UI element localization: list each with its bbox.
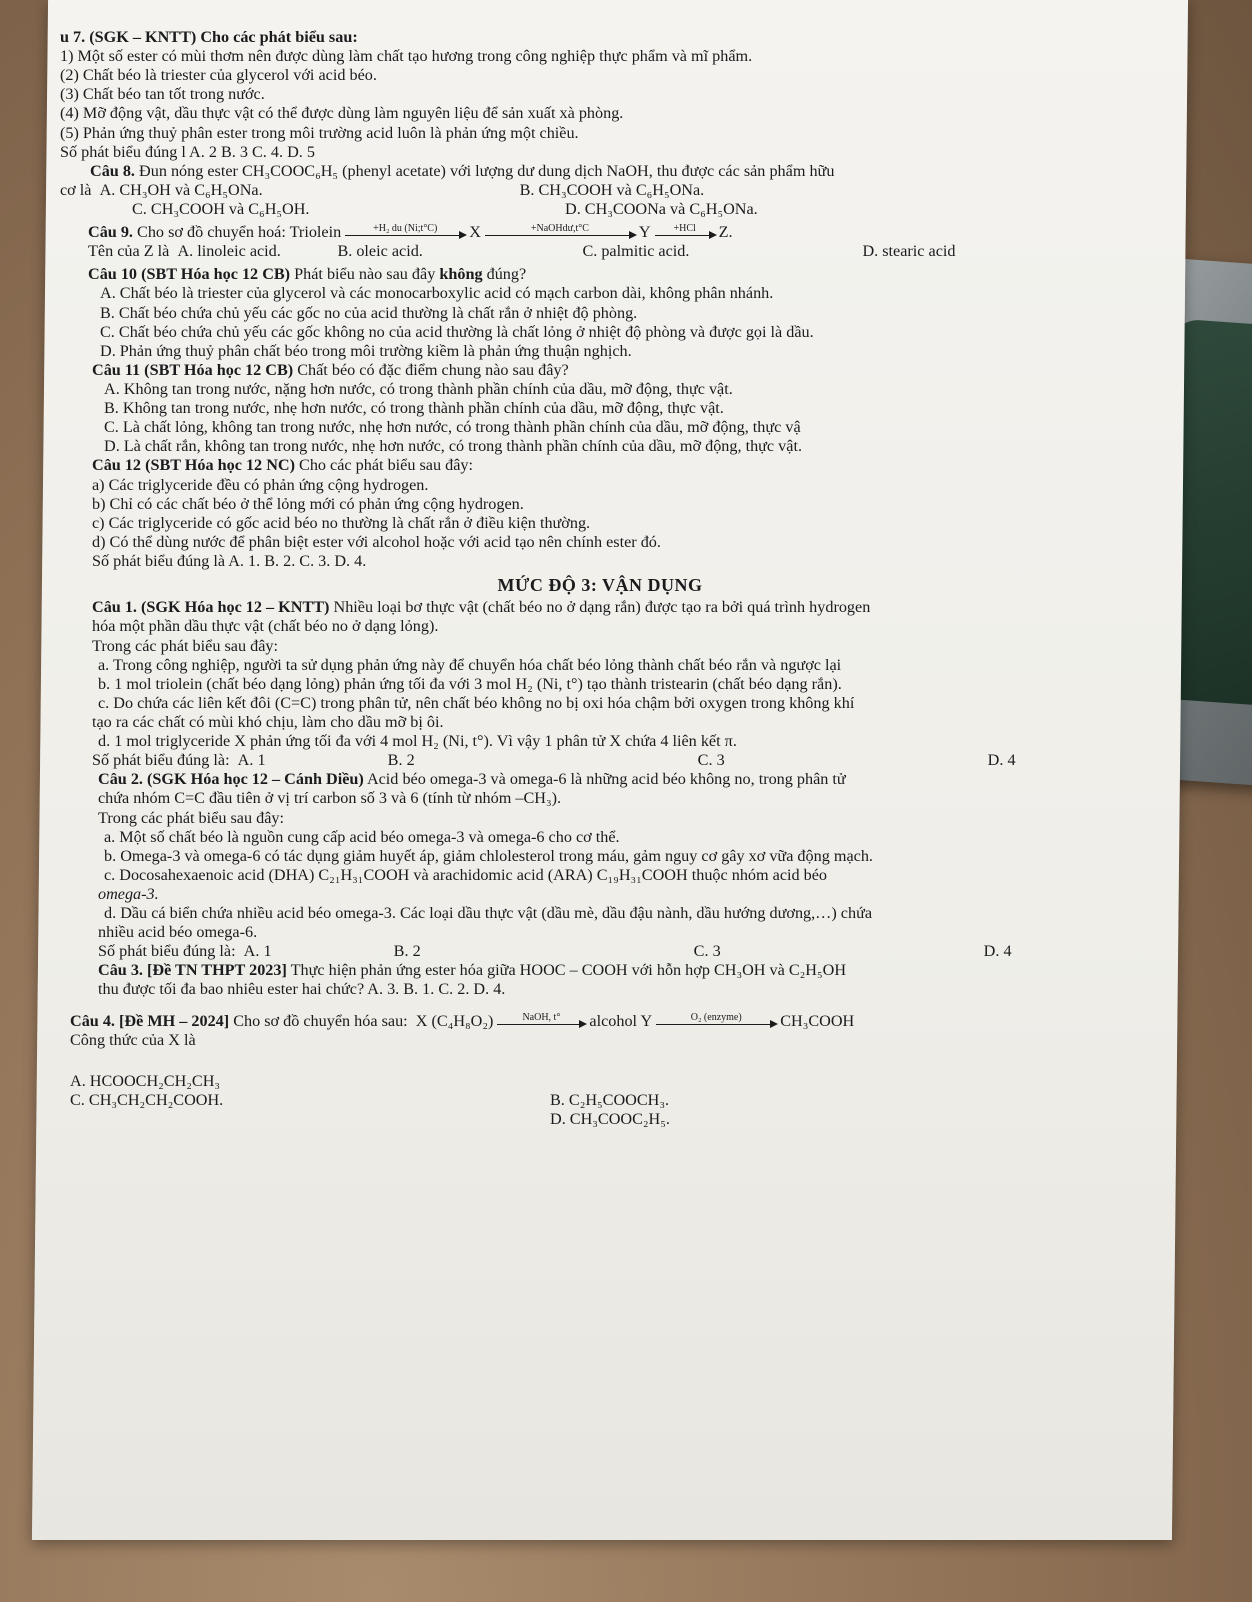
q7-statement-1: 1) Một số ester có mùi thơm nên được dùng làm chất tạo hương trong công nghiệp thực phẩm và mĩ phẩm. xyxy=(60,47,753,66)
q7-statement-5: (5) Phản ứng thuỷ phân ester trong môi trường acid luôn là phản ứng một chiều. xyxy=(60,123,579,142)
c1-statement-b: b. 1 mol triolein (chất béo dạng lỏng) phản ứng tối đa với 3 mol H₂ (Ni, t°) tạo thành tristearin (chất béo dạng rắn). xyxy=(98,674,842,693)
q9-option-b: B. oleic acid. xyxy=(337,242,423,261)
c2-statement-c: c. Docosahexaenoic acid (DHA) C₂₁H₃₁COOH và arachidomic acid (ARA) C₁₉H₃₁COOH thuộc nhóm acid béo xyxy=(104,865,828,884)
q9-title: Câu 9. xyxy=(88,223,133,242)
q11-option-a: A. Không tan trong nước, nặng hơn nước, có trong thành phần chính của dầu, mỡ động, thực vật. xyxy=(104,379,733,398)
c4-z: CH₃COOH xyxy=(780,1011,855,1030)
c1-statement-d: d. 1 mol triglyceride X phản ứng tối đa với 4 mol H₂ (Ni, t°). Vì vậy 1 phân tử X chứa 4 liên kết π. xyxy=(98,732,737,751)
q12-title: Câu 12 (SBT Hóa học 12 NC) xyxy=(92,456,295,475)
c2-stem3: Trong các phát biểu sau đây: xyxy=(98,808,284,827)
q7-statement-2: (2) Chất béo là triester của glycerol với acid béo. xyxy=(60,66,377,85)
c4-option-d: D. CH₃COOC₂H₅. xyxy=(550,1110,670,1129)
c4-stem2: Công thức của X là xyxy=(70,1030,196,1049)
c3-title: Câu 3. [Đề TN THPT 2023] xyxy=(98,961,287,980)
q10-option-a: A. Chất béo là triester của glycerol và các monocarboxylic acid có mạch carbon dài, không phân nhánh. xyxy=(100,284,774,303)
c2-answer-lead: Số phát biểu đúng là: xyxy=(98,942,236,961)
c2-title: Câu 2. (SGK Hóa học 12 – Cánh Diều) xyxy=(98,770,364,789)
q7-statement-4: (4) Mỡ động vật, dầu thực vật có thể được dùng làm nguyên liệu để sản xuất xà phòng. xyxy=(60,104,624,123)
question-c2 xyxy=(60,770,1140,961)
q11-title: Câu 11 (SBT Hóa học 12 CB) xyxy=(92,360,294,379)
c1-option-b: B. 2 xyxy=(387,751,415,770)
c4-arrow-naoh xyxy=(497,1013,585,1031)
question-11 xyxy=(60,361,1140,457)
q7-statement-3: (3) Chất béo tan tốt trong nước. xyxy=(60,85,265,104)
c2-option-a: A. 1 xyxy=(243,942,272,961)
c1-option-d: D. 4 xyxy=(987,751,1016,770)
q10-option-c: C. Chất béo chứa chủ yếu các gốc không no của acid thường là chất lỏng ở nhiệt độ phòng và được gọi là dầu. xyxy=(100,322,814,341)
q9-option-c: C. palmitic acid. xyxy=(582,242,690,261)
q8-option-c: C. CH₃COOH và C₆H₅OH. xyxy=(132,199,310,218)
q8-stem2: cơ là xyxy=(60,180,92,199)
c1-stem3: Trong các phát biểu sau đây: xyxy=(92,636,278,655)
c4-arrow-oxidation xyxy=(656,1013,776,1031)
q10-negation: không xyxy=(439,265,483,284)
c4-stem: Cho sơ đồ chuyển hóa sau: xyxy=(233,1011,408,1030)
q10-title: Câu 10 (SBT Hóa học 12 CB) xyxy=(88,265,291,284)
worksheet-content xyxy=(60,28,1140,1129)
q9-y: Y xyxy=(638,223,651,242)
c2-option-b: B. 2 xyxy=(393,942,421,961)
q9-stem2: Tên của Z là xyxy=(88,242,170,261)
c4-option-c: C. CH₃CH₂CH₂COOH. xyxy=(70,1090,224,1109)
q12-stem: Cho các phát biểu sau đây: xyxy=(299,456,473,475)
c3-stem: Thực hiện phản ứng ester hóa giữa HOOC – COOH với hỗn hợp CH₃OH và C₂H₅OH xyxy=(290,961,847,980)
q12-statement-a: a) Các triglyceride đều có phản ứng cộng hydrogen. xyxy=(92,475,429,494)
q11-option-b: B. Không tan trong nước, nhẹ hơn nước, có trong thành phần chính của dầu, mỡ động, thực vật. xyxy=(104,399,724,418)
q10-stem2: đúng? xyxy=(486,265,527,284)
q9-arrow-naoh xyxy=(485,224,635,242)
q9-arrow3-label: +HCl xyxy=(673,223,696,235)
q12-answers: Số phát biểu đúng là A. 1. B. 2. C. 3. D. 4. xyxy=(92,551,367,570)
q9-z: Z. xyxy=(718,223,733,242)
q7-answers: Số phát biểu đúng l A. 2 B. 3 C. 4. D. 5 xyxy=(60,142,315,161)
q8-option-d: D. CH₃COONa và C₆H₅ONa. xyxy=(565,199,758,218)
q8-title: Câu 8. xyxy=(90,161,135,180)
c4-option-b: B. C₂H₅COOCH₃. xyxy=(550,1090,670,1109)
c4-option-a: A. HCOOCH₂CH₂CH₃ xyxy=(70,1071,221,1090)
q10-option-b: B. Chất béo chứa chủ yếu các gốc no của acid thường là chất rắn ở nhiệt độ phòng. xyxy=(100,303,638,322)
c1-statement-a: a. Trong công nghiệp, người ta sử dụng phản ứng này để chuyển hóa chất béo lỏng thành chất béo rắn và ngược lại xyxy=(98,655,842,674)
q7-title: u 7. (SGK – KNTT) Cho các phát biểu sau: xyxy=(60,28,358,46)
c3-stem2: thu được tối đa bao nhiêu ester hai chức? A. 3. B. 1. C. 2. D. 4. xyxy=(98,980,506,999)
c1-stem: Nhiều loại bơ thực vật (chất béo no ở dạng rắn) được tạo ra bởi quá trình hydrogen xyxy=(333,598,871,617)
c1-stem2: hóa một phần dầu thực vật (chất béo no ở dạng lỏng). xyxy=(92,617,439,636)
q10-stem: Phát biểu nào sau đây xyxy=(294,265,436,284)
q9-arrow2-label: +NaOHdư,t°C xyxy=(530,223,589,235)
question-8 xyxy=(60,162,1140,219)
q9-arrow1-label: +H₂ du (Ni;t°C) xyxy=(373,223,438,235)
section-heading-level-3: MỨC ĐỘ 3: VẬN DỤNG xyxy=(497,575,703,596)
c2-option-d: D. 4 xyxy=(983,942,1012,961)
q9-arrow-hcl xyxy=(655,224,715,242)
c1-option-c: C. 3 xyxy=(697,751,725,770)
c2-stem: Acid béo omega-3 và omega-6 là những acid béo không no, trong phân tử xyxy=(366,770,846,789)
c1-statement-c-cont: tạo ra các chất có mùi khó chịu, làm cho dầu mỡ bị ôi. xyxy=(92,712,444,731)
q12-statement-b: b) Chỉ có các chất béo ở thể lỏng mới có phản ứng cộng hydrogen. xyxy=(92,494,524,513)
q9-stem: Cho sơ đồ chuyển hoá: Triolein xyxy=(137,223,342,242)
c4-x: X (C₄H₈O₂) xyxy=(415,1011,494,1030)
c4-y: alcohol Y xyxy=(589,1011,653,1030)
c2-option-c: C. 3 xyxy=(693,942,721,961)
q9-option-a: A. linoleic acid. xyxy=(177,242,281,261)
q9-x: X xyxy=(469,223,481,242)
q10-option-d: D. Phản ứng thuỷ phân chất béo trong môi trường kiềm là phản ứng thuận nghịch. xyxy=(100,341,632,360)
c2-statement-b: b. Omega-3 và omega-6 có tác dụng giảm huyết áp, giảm chlolesterol trong máu, gảm nguy cơ gây xơ vữa động mạch. xyxy=(104,846,873,865)
c1-statement-c: c. Do chứa các liên kết đôi (C=C) trong phân tử, nên chất béo không no bị oxi hóa chậm bởi oxygen trong không khí xyxy=(98,693,855,712)
q8-stem: Đun nóng ester CH₃COOC₆H₅ (phenyl acetate) với lượng dư dung dịch NaOH, thu được các sản phẩm hữu xyxy=(139,161,835,180)
question-9 xyxy=(60,223,1140,261)
c2-statement-a: a. Một số chất béo là nguồn cung cấp acid béo omega-3 và omega-6 cho cơ thể. xyxy=(104,827,620,846)
q11-stem: Chất béo có đặc điểm chung nào sau đây? xyxy=(297,360,569,379)
question-12 xyxy=(60,456,1140,571)
q11-option-d: D. Là chất rắn, không tan trong nước, nhẹ hơn nước, có trong thành phần chính của dầu, mỡ động, thực vật. xyxy=(104,437,802,456)
q11-option-c: C. Là chất lỏng, không tan trong nước, nhẹ hơn nước, có trong thành phần chính của dầu, mỡ động, thực vậ xyxy=(104,418,801,437)
q12-statement-c: c) Các triglyceride có gốc acid béo no thường là chất rắn ở điều kiện thường. xyxy=(92,513,591,532)
c4-title: Câu 4. [Đề MH – 2024] xyxy=(70,1011,230,1030)
c2-statement-d-cont: nhiều acid béo omega-6. xyxy=(98,923,258,942)
question-10 xyxy=(60,265,1140,361)
c2-statement-c-cont: omega-3. xyxy=(98,884,159,903)
question-c3 xyxy=(60,961,1140,999)
c4-arrow1-label: NaOH, t° xyxy=(522,1011,561,1023)
c1-answer-lead: Số phát biểu đúng là: xyxy=(92,751,230,770)
q9-option-d: D. stearic acid xyxy=(862,242,956,261)
question-7 xyxy=(60,28,1140,162)
q9-arrow-hydrogenation xyxy=(345,224,465,242)
c1-option-a: A. 1 xyxy=(237,751,266,770)
c2-statement-d: d. Dầu cá biển chứa nhiều acid béo omega-3. Các loại dầu thực vật (dầu mè, dầu đậu nành, dầu hướng dương,…) chứa xyxy=(104,904,873,923)
question-c1 xyxy=(60,598,1140,770)
q8-option-b: B. CH₃COOH và C₆H₅ONa. xyxy=(519,180,705,199)
q12-statement-d: d) Có thể dùng nước để phân biệt ester với alcohol hoặc với acid tạo nên chính ester đó. xyxy=(92,532,661,551)
c4-arrow2-label: O₂ (enzyme) xyxy=(690,1011,742,1023)
c2-stem2: chứa nhóm C=C đầu tiên ở vị trí carbon số 3 và 6 (tính từ nhóm –CH₃). xyxy=(98,789,562,808)
q8-option-a: A. CH₃OH và C₆H₅ONa. xyxy=(99,180,263,199)
question-c4 xyxy=(60,1012,1140,1130)
c1-title: Câu 1. (SGK Hóa học 12 – KNTT) xyxy=(92,598,330,617)
